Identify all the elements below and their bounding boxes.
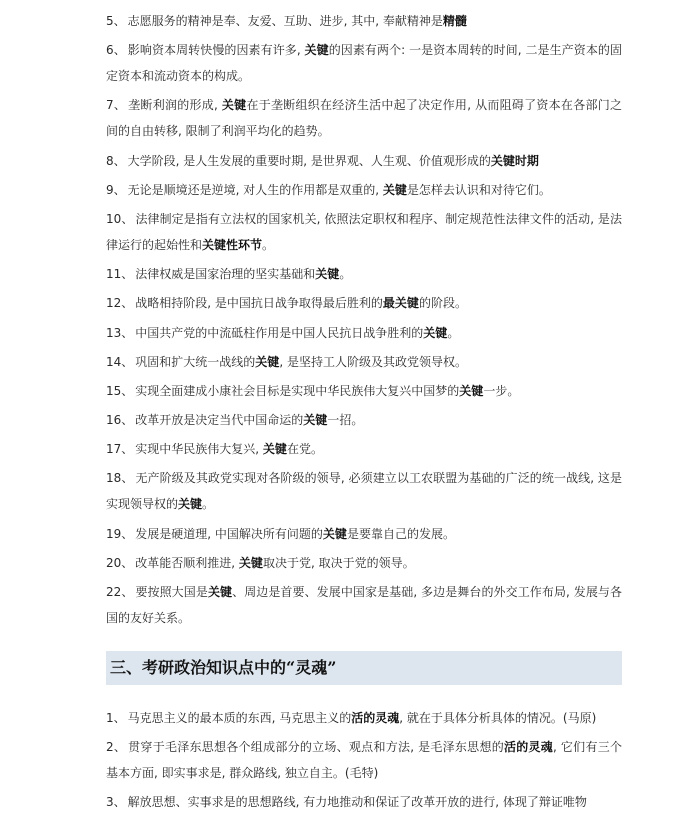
item-text: 取决于党, 取决于党的领导。 [262,555,415,570]
keyword-highlight: 关键 [382,182,407,197]
list-item [106,261,622,287]
item-number: 2、 [106,740,127,755]
item-text: 战略相持阶段, 是中国抗日战争取得最后胜利的 [135,296,383,311]
item-number: 17、 [106,442,134,457]
item-text: , 是坚持工人阶级及其政党领导权。 [279,354,467,369]
item-text: 无产阶级及其政党实现对各阶级的领导, 必须建立以工农联盟为基础的广泛的统一战线, 这是实现领导权的 [106,471,622,512]
item-number: 22、 [106,585,134,599]
keyword-highlight: 精髓 [442,14,467,28]
item-number: 5、 [106,14,126,28]
item-text: 一步。 [483,383,520,398]
keyword-highlight: 关键 [459,383,484,398]
item-text: 实现全面建成小康社会目标是实现中华民族伟大复兴中国梦的 [135,383,460,398]
item-text: 无论是顺境还是逆境, 对人生的作用都是双重的, [127,182,383,197]
item-number: 1、 [106,711,126,725]
item-text: 发展是硬道理, 中国解决所有问题的 [135,526,323,541]
item-number: 13、 [106,325,134,340]
item-text: 中国共产党的中流砥柱作用是中国人民抗日战争胜利的 [135,325,424,340]
keyword-highlight: 活的灵魂 [503,740,554,755]
keyword-highlight: 关键 [238,555,263,570]
item-text: , 就在于具体分析具体的情况。(马原) [399,711,597,725]
item-text: 的因素有两个: 一是资本周转的时间, 二是生产资本的固定资本和流动资本的构成。 [106,43,622,84]
item-text: 实现中华民族伟大复兴, [135,442,263,457]
item-text: 马克思主义的最本质的东西, 马克思主义的 [127,711,352,725]
item-text: 在于垄断组织在经济生活中起了决定作用, 从而阻碍了资本在各部门之间的自由转移, 限制了利润平均化的趋势。 [106,98,622,139]
list-item [106,436,622,462]
item-text: 垄断利润的形成, [128,98,222,113]
item-number: 9、 [106,182,126,197]
item-text: 是怎样去认识和对待它们。 [406,182,551,197]
item-text: 改革能否顺利推进, [135,555,239,570]
item-number: 14、 [106,354,134,369]
key-points-list [106,8,622,631]
list-item [106,705,622,731]
item-text: 志愿服务的精神是奉、友爱、互助、进步, 其中, 奉献精神是 [127,14,443,28]
item-number: 6、 [106,43,126,58]
item-text: 一招。 [327,413,364,428]
item-text: 是要靠自己的发展。 [346,526,455,541]
item-number: 3、 [106,795,126,810]
soul-points-list [106,705,622,815]
item-text: 。 [339,267,352,282]
item-text: 。 [262,237,275,252]
list-item [106,407,622,433]
item-text: 大学阶段, 是人生发展的重要时期, 是世界观、人生观、价值观形成的 [127,153,491,168]
keyword-highlight: 关键 [315,267,340,282]
keyword-highlight: 关键 [207,585,233,599]
item-text: 法律权威是国家治理的坚实基础和 [135,267,316,282]
item-text: , 它们有三个基本方面, 即实事求是, 群众路线, 独立自主。(毛特) [106,740,622,781]
list-item [106,206,622,258]
keyword-highlight: 关键 [221,98,247,113]
list-item [106,349,622,375]
list-item [106,37,622,89]
list-item [106,8,622,34]
item-text: 解放思想、实事求是的思想路线, 有力地推动和保证了改革开放的进行, 体现了辩证唯物 [127,795,587,810]
item-number: 15、 [106,383,134,398]
item-text: 法律制定是指有立法权的国家机关, 依照法定职权和程序、制定规范性法律文件的活动, 是法律运行的起始性和 [106,211,622,252]
item-number: 20、 [106,555,134,570]
list-item [106,92,622,144]
list-item [106,465,622,517]
list-item [106,550,622,576]
keyword-highlight: 关键时期 [490,153,539,168]
list-item [106,734,622,786]
item-text: 、周边是首要、发展中国家是基础, 多边是舞台的外交工作布局, 发展与各国的友好关系。 [106,585,622,625]
item-number: 10、 [106,211,134,226]
item-number: 18、 [106,471,134,486]
item-text: 巩固和扩大统一战线的 [135,354,256,369]
section-heading: 三、考研政治知识点中的“灵魂” [106,651,622,685]
list-item [106,177,622,203]
keyword-highlight: 关键 [303,413,328,428]
list-item [106,290,622,316]
keyword-highlight: 关键 [178,497,203,512]
list-item [106,320,622,346]
item-text: 影响资本周转快慢的因素有许多, [127,43,305,58]
list-item [106,521,622,547]
item-text: 的阶段。 [418,296,467,311]
keyword-highlight: 关键 [304,43,329,58]
item-number: 19、 [106,526,134,541]
item-number: 12、 [106,296,134,311]
item-text: 贯穿于毛泽东思想各个组成部分的立场、观点和方法, 是毛泽东思想的 [128,740,504,755]
list-item [106,378,622,404]
keyword-highlight: 活的灵魂 [351,711,400,725]
item-text: 在党。 [286,442,323,457]
item-number: 16、 [106,413,134,428]
keyword-highlight: 关键 [262,442,287,457]
keyword-highlight: 关键 [322,526,347,541]
keyword-highlight: 关键性环节 [202,237,263,252]
item-text: 改革开放是决定当代中国命运的 [135,413,304,428]
keyword-highlight: 最关键 [382,296,419,311]
item-text: 。 [447,325,460,340]
item-number: 11、 [106,267,134,282]
item-text: 。 [202,497,215,512]
list-item [106,148,622,174]
list-item [106,579,622,631]
item-number: 8、 [106,153,126,168]
keyword-highlight: 关键 [255,354,280,369]
item-text: 要按照大国是 [135,585,208,599]
keyword-highlight: 关键 [423,325,448,340]
list-item [106,789,622,815]
item-number: 7、 [106,98,127,113]
